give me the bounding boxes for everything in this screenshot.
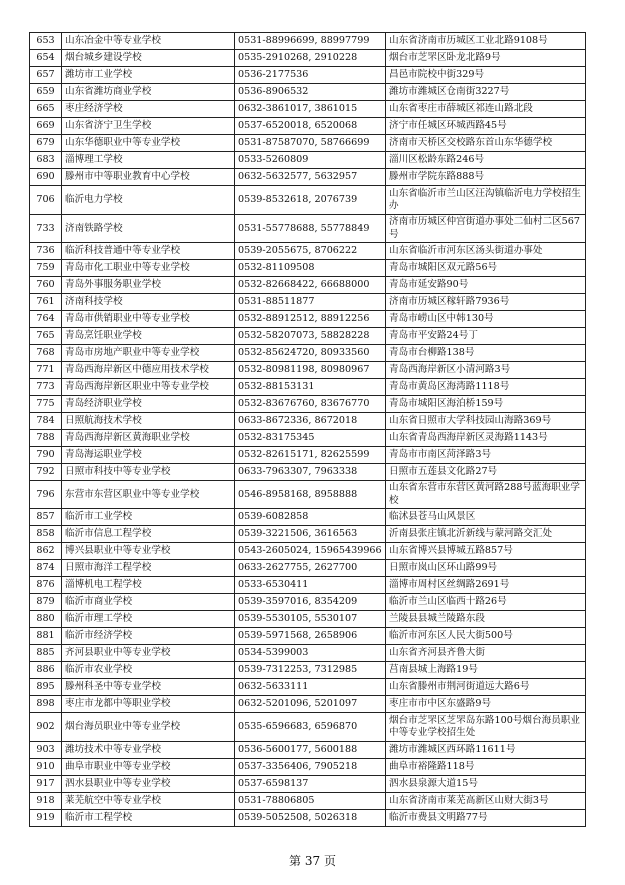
table-row — [30, 33, 586, 50]
cell-name: 莱芜航空中等专业学校 — [62, 793, 235, 810]
cell-name: 济南科技学校 — [62, 294, 235, 311]
cell-code: 657 — [30, 67, 62, 84]
cell-code: 760 — [30, 277, 62, 294]
cell-code: 898 — [30, 696, 62, 713]
cell-phone: 0535-2910268, 2910228 — [235, 50, 386, 67]
cell-code: 659 — [30, 84, 62, 101]
table-row — [30, 430, 586, 447]
cell-address: 临沂市费县文明路77号 — [386, 810, 586, 827]
table-row — [30, 543, 586, 560]
table-row — [30, 793, 586, 810]
cell-code: 919 — [30, 810, 62, 827]
cell-phone: 0532-83676760, 83676770 — [235, 396, 386, 413]
cell-name: 山东省济宁卫生学校 — [62, 118, 235, 135]
cell-name: 青岛市供销职业中等专业学校 — [62, 311, 235, 328]
cell-name: 烟台海员职业中等专业学校 — [62, 713, 235, 742]
cell-code: 784 — [30, 413, 62, 430]
cell-name: 山东省潍坊商业学校 — [62, 84, 235, 101]
cell-phone: 0531-88511877 — [235, 294, 386, 311]
cell-code: 736 — [30, 243, 62, 260]
cell-code: 665 — [30, 101, 62, 118]
cell-code: 885 — [30, 645, 62, 662]
cell-phone: 0633-2627755, 2627700 — [235, 560, 386, 577]
cell-name: 青岛西海岸新区黄海职业学校 — [62, 430, 235, 447]
table-row — [30, 810, 586, 827]
cell-code: 768 — [30, 345, 62, 362]
cell-address: 潍坊市潍城区仓南街3227号 — [386, 84, 586, 101]
table-row — [30, 135, 586, 152]
cell-name: 临沂市工业学校 — [62, 509, 235, 526]
cell-address: 临沂市河东区人民大街500号 — [386, 628, 586, 645]
cell-phone: 0632-3861017, 3861015 — [235, 101, 386, 118]
cell-address: 昌邑市院校中街329号 — [386, 67, 586, 84]
cell-phone: 0532-88153131 — [235, 379, 386, 396]
cell-name: 日照航海技术学校 — [62, 413, 235, 430]
cell-phone: 0533-5260809 — [235, 152, 386, 169]
table-row — [30, 379, 586, 396]
cell-address: 滕州市学院东路888号 — [386, 169, 586, 186]
cell-phone: 0632-5632577, 5632957 — [235, 169, 386, 186]
cell-address: 泗水县泉源大道15号 — [386, 776, 586, 793]
cell-name: 潍坊技术中等专业学校 — [62, 742, 235, 759]
cell-name: 青岛西海岸新区中德应用技术学校 — [62, 362, 235, 379]
cell-code: 788 — [30, 430, 62, 447]
cell-address: 山东省滕州市荆河街道远大路6号 — [386, 679, 586, 696]
cell-address: 莒南县城上海路19号 — [386, 662, 586, 679]
cell-code: 669 — [30, 118, 62, 135]
table-row — [30, 679, 586, 696]
cell-code: 917 — [30, 776, 62, 793]
cell-phone: 0532-80981198, 80980967 — [235, 362, 386, 379]
cell-phone: 0546-8958168, 8958888 — [235, 481, 386, 509]
cell-code: 862 — [30, 543, 62, 560]
cell-code: 771 — [30, 362, 62, 379]
cell-code: 775 — [30, 396, 62, 413]
cell-address: 山东省博兴县博城五路857号 — [386, 543, 586, 560]
cell-name: 泗水县职业中等专业学校 — [62, 776, 235, 793]
cell-name: 淄博理工学校 — [62, 152, 235, 169]
cell-name: 临沂市商业学校 — [62, 594, 235, 611]
table-row — [30, 481, 586, 509]
table-row — [30, 396, 586, 413]
cell-name: 青岛海运职业学校 — [62, 447, 235, 464]
cell-code: 690 — [30, 169, 62, 186]
cell-code: 881 — [30, 628, 62, 645]
cell-address: 山东省东营市东营区黄河路288号蓝海职业学校 — [386, 481, 586, 509]
cell-address: 兰陵县县城兰陵路东段 — [386, 611, 586, 628]
table-row — [30, 169, 586, 186]
cell-phone: 0531-55778688, 55778849 — [235, 215, 386, 243]
cell-name: 日照市海洋工程学校 — [62, 560, 235, 577]
table-row — [30, 243, 586, 260]
table-row — [30, 742, 586, 759]
cell-address: 日照市五莲县文化路27号 — [386, 464, 586, 481]
cell-phone: 0536-8906532 — [235, 84, 386, 101]
cell-phone: 0539-3221506, 3616563 — [235, 526, 386, 543]
cell-phone: 0533-6530411 — [235, 577, 386, 594]
cell-address: 青岛市崂山区中韩130号 — [386, 311, 586, 328]
table-row — [30, 662, 586, 679]
cell-address: 潍坊市潍城区西环路11611号 — [386, 742, 586, 759]
cell-name: 枣庄经济学校 — [62, 101, 235, 118]
table-row — [30, 447, 586, 464]
cell-address: 山东省齐河县齐鲁大街 — [386, 645, 586, 662]
cell-code: 879 — [30, 594, 62, 611]
cell-phone: 0532-81109508 — [235, 260, 386, 277]
cell-code: 876 — [30, 577, 62, 594]
cell-code: 761 — [30, 294, 62, 311]
cell-address: 青岛市平安路24号丁 — [386, 328, 586, 345]
cell-name: 青岛西海岸新区职业中等专业学校 — [62, 379, 235, 396]
table-row — [30, 594, 586, 611]
table-row — [30, 215, 586, 243]
cell-address: 枣庄市市中区东盛路9号 — [386, 696, 586, 713]
cell-name: 日照市科技中等专业学校 — [62, 464, 235, 481]
cell-name: 东营市东营区职业中等专业学校 — [62, 481, 235, 509]
cell-code: 706 — [30, 186, 62, 215]
table-row — [30, 577, 586, 594]
cell-name: 临沂电力学校 — [62, 186, 235, 215]
cell-phone: 0532-82668422, 66688000 — [235, 277, 386, 294]
table-row — [30, 628, 586, 645]
cell-address: 青岛市台柳路138号 — [386, 345, 586, 362]
cell-phone: 0531-88996699, 88997799 — [235, 33, 386, 50]
table-row — [30, 311, 586, 328]
table-row — [30, 464, 586, 481]
cell-address: 青岛西海岸新区小清河路3号 — [386, 362, 586, 379]
cell-phone: 0537-6598137 — [235, 776, 386, 793]
table-row — [30, 713, 586, 742]
cell-code: 790 — [30, 447, 62, 464]
cell-phone: 0632-5633111 — [235, 679, 386, 696]
cell-name: 临沂科技普通中等专业学校 — [62, 243, 235, 260]
cell-code: 918 — [30, 793, 62, 810]
table-row — [30, 645, 586, 662]
cell-phone: 0539-5530105, 5530107 — [235, 611, 386, 628]
cell-name: 潍坊市工业学校 — [62, 67, 235, 84]
cell-address: 山东省济南市莱芜高新区山财大街3号 — [386, 793, 586, 810]
cell-name: 济南铁路学校 — [62, 215, 235, 243]
cell-phone: 0539-7312253, 7312985 — [235, 662, 386, 679]
cell-name: 滕州市中等职业教育中心学校 — [62, 169, 235, 186]
table-row — [30, 50, 586, 67]
cell-name: 青岛外事服务职业学校 — [62, 277, 235, 294]
cell-phone: 0633-8672336, 8672018 — [235, 413, 386, 430]
cell-code: 858 — [30, 526, 62, 543]
table-row — [30, 101, 586, 118]
table-row — [30, 776, 586, 793]
table-row — [30, 611, 586, 628]
cell-code: 733 — [30, 215, 62, 243]
table-row — [30, 362, 586, 379]
cell-address: 临沭县苍马山风景区 — [386, 509, 586, 526]
cell-code: 903 — [30, 742, 62, 759]
cell-address: 青岛市黄岛区海湾路1118号 — [386, 379, 586, 396]
cell-name: 枣庄市龙都中等职业学校 — [62, 696, 235, 713]
cell-code: 796 — [30, 481, 62, 509]
table-row — [30, 526, 586, 543]
cell-phone: 0539-5052508, 5026318 — [235, 810, 386, 827]
cell-address: 淄博市周村区丝绸路2691号 — [386, 577, 586, 594]
cell-phone: 0532-85624720, 80933560 — [235, 345, 386, 362]
cell-phone: 0539-5971568, 2658906 — [235, 628, 386, 645]
cell-code: 654 — [30, 50, 62, 67]
cell-phone: 0532-83175345 — [235, 430, 386, 447]
cell-code: 765 — [30, 328, 62, 345]
cell-name: 青岛市化工职业中等专业学校 — [62, 260, 235, 277]
table-row — [30, 277, 586, 294]
cell-address: 山东省济南市历城区工业北路9108号 — [386, 33, 586, 50]
cell-code: 880 — [30, 611, 62, 628]
cell-address: 山东省青岛西海岸新区灵海路1143号 — [386, 430, 586, 447]
cell-name: 临沂市农业学校 — [62, 662, 235, 679]
cell-phone: 0539-8532618, 2076739 — [235, 186, 386, 215]
table-row — [30, 759, 586, 776]
cell-phone: 0632-5201096, 5201097 — [235, 696, 386, 713]
cell-address: 淄川区松龄东路246号 — [386, 152, 586, 169]
cell-address: 济南市历城区稼轩路7936号 — [386, 294, 586, 311]
cell-code: 792 — [30, 464, 62, 481]
table-row — [30, 186, 586, 215]
cell-phone: 0633-7963307, 7963338 — [235, 464, 386, 481]
cell-address: 山东省枣庄市薛城区祁连山路北段 — [386, 101, 586, 118]
cell-phone: 0539-2055675, 8706222 — [235, 243, 386, 260]
cell-address: 济南市历城区仲宫街道办事处二仙村二区567号 — [386, 215, 586, 243]
cell-phone: 0536-2177536 — [235, 67, 386, 84]
cell-name: 临沂市理工学校 — [62, 611, 235, 628]
cell-phone: 0537-3356406, 7905218 — [235, 759, 386, 776]
table-row — [30, 118, 586, 135]
cell-code: 857 — [30, 509, 62, 526]
cell-name: 临沂市工程学校 — [62, 810, 235, 827]
cell-name: 青岛市房地产职业中等专业学校 — [62, 345, 235, 362]
cell-name: 青岛经济职业学校 — [62, 396, 235, 413]
table-row — [30, 696, 586, 713]
table-row — [30, 345, 586, 362]
cell-address: 青岛市城阳区海泊桥159号 — [386, 396, 586, 413]
cell-phone: 0535-6596683, 6596870 — [235, 713, 386, 742]
cell-name: 烟台城乡建设学校 — [62, 50, 235, 67]
cell-name: 齐河县职业中等专业学校 — [62, 645, 235, 662]
cell-code: 773 — [30, 379, 62, 396]
cell-phone: 0536-5600177, 5600188 — [235, 742, 386, 759]
table-row — [30, 560, 586, 577]
table-row — [30, 509, 586, 526]
cell-address: 山东省日照市大学科技园山海路369号 — [386, 413, 586, 430]
cell-name: 临沂市信息工程学校 — [62, 526, 235, 543]
cell-code: 679 — [30, 135, 62, 152]
cell-address: 山东省临沂市河东区汤头街道办事处 — [386, 243, 586, 260]
cell-name: 淄博机电工程学校 — [62, 577, 235, 594]
cell-name: 滕州科圣中等专业学校 — [62, 679, 235, 696]
cell-address: 山东省临沂市兰山区汪沟镇临沂电力学校招生办 — [386, 186, 586, 215]
cell-phone: 0531-87587070, 58766699 — [235, 135, 386, 152]
school-list-table — [29, 32, 586, 827]
cell-phone: 0539-6082858 — [235, 509, 386, 526]
cell-phone: 0537-6520018, 6520068 — [235, 118, 386, 135]
cell-address: 济南市天桥区交校路东首山东华德学校 — [386, 135, 586, 152]
cell-address: 烟台市芝罘区卧龙北路9号 — [386, 50, 586, 67]
cell-code: 653 — [30, 33, 62, 50]
table-row — [30, 328, 586, 345]
cell-code: 759 — [30, 260, 62, 277]
cell-code: 874 — [30, 560, 62, 577]
table-row — [30, 84, 586, 101]
cell-address: 临沂市兰山区临西十路26号 — [386, 594, 586, 611]
school-list-body — [30, 33, 586, 827]
cell-code: 683 — [30, 152, 62, 169]
cell-phone: 0539-3597016, 8354209 — [235, 594, 386, 611]
cell-code: 902 — [30, 713, 62, 742]
cell-address: 烟台市芝罘区芝罘岛东路100号烟台海员职业中等专业学校招生处 — [386, 713, 586, 742]
page-number: 第 37 页 — [289, 854, 336, 868]
cell-phone: 0532-58207073, 58828228 — [235, 328, 386, 345]
cell-phone: 0532-88912512, 88912256 — [235, 311, 386, 328]
cell-name: 曲阜市职业中等专业学校 — [62, 759, 235, 776]
cell-phone: 0531-78806805 — [235, 793, 386, 810]
cell-address: 青岛市延安路90号 — [386, 277, 586, 294]
cell-address: 济宁市任城区环城西路45号 — [386, 118, 586, 135]
table-row — [30, 413, 586, 430]
cell-address: 日照市岚山区环山路99号 — [386, 560, 586, 577]
cell-address: 曲阜市裕隆路118号 — [386, 759, 586, 776]
cell-name: 山东冶金中等专业学校 — [62, 33, 235, 50]
cell-code: 886 — [30, 662, 62, 679]
cell-code: 895 — [30, 679, 62, 696]
cell-address: 青岛市市南区菏泽路3号 — [386, 447, 586, 464]
table-row — [30, 67, 586, 84]
cell-name: 博兴县职业中等专业学校 — [62, 543, 235, 560]
cell-address: 青岛市城阳区双元路56号 — [386, 260, 586, 277]
table-row — [30, 260, 586, 277]
table-row — [30, 152, 586, 169]
cell-code: 764 — [30, 311, 62, 328]
cell-address: 沂南县张庄镇北沂新线与蒙河路交汇处 — [386, 526, 586, 543]
cell-code: 910 — [30, 759, 62, 776]
cell-name: 山东华德职业中等专业学校 — [62, 135, 235, 152]
cell-phone: 0532-82615171, 82625599 — [235, 447, 386, 464]
table-row — [30, 294, 586, 311]
cell-phone: 0534-5399003 — [235, 645, 386, 662]
cell-name: 青岛烹饪职业学校 — [62, 328, 235, 345]
cell-phone: 0543-2605024, 15965439966 — [235, 543, 386, 560]
cell-name: 临沂市经济学校 — [62, 628, 235, 645]
